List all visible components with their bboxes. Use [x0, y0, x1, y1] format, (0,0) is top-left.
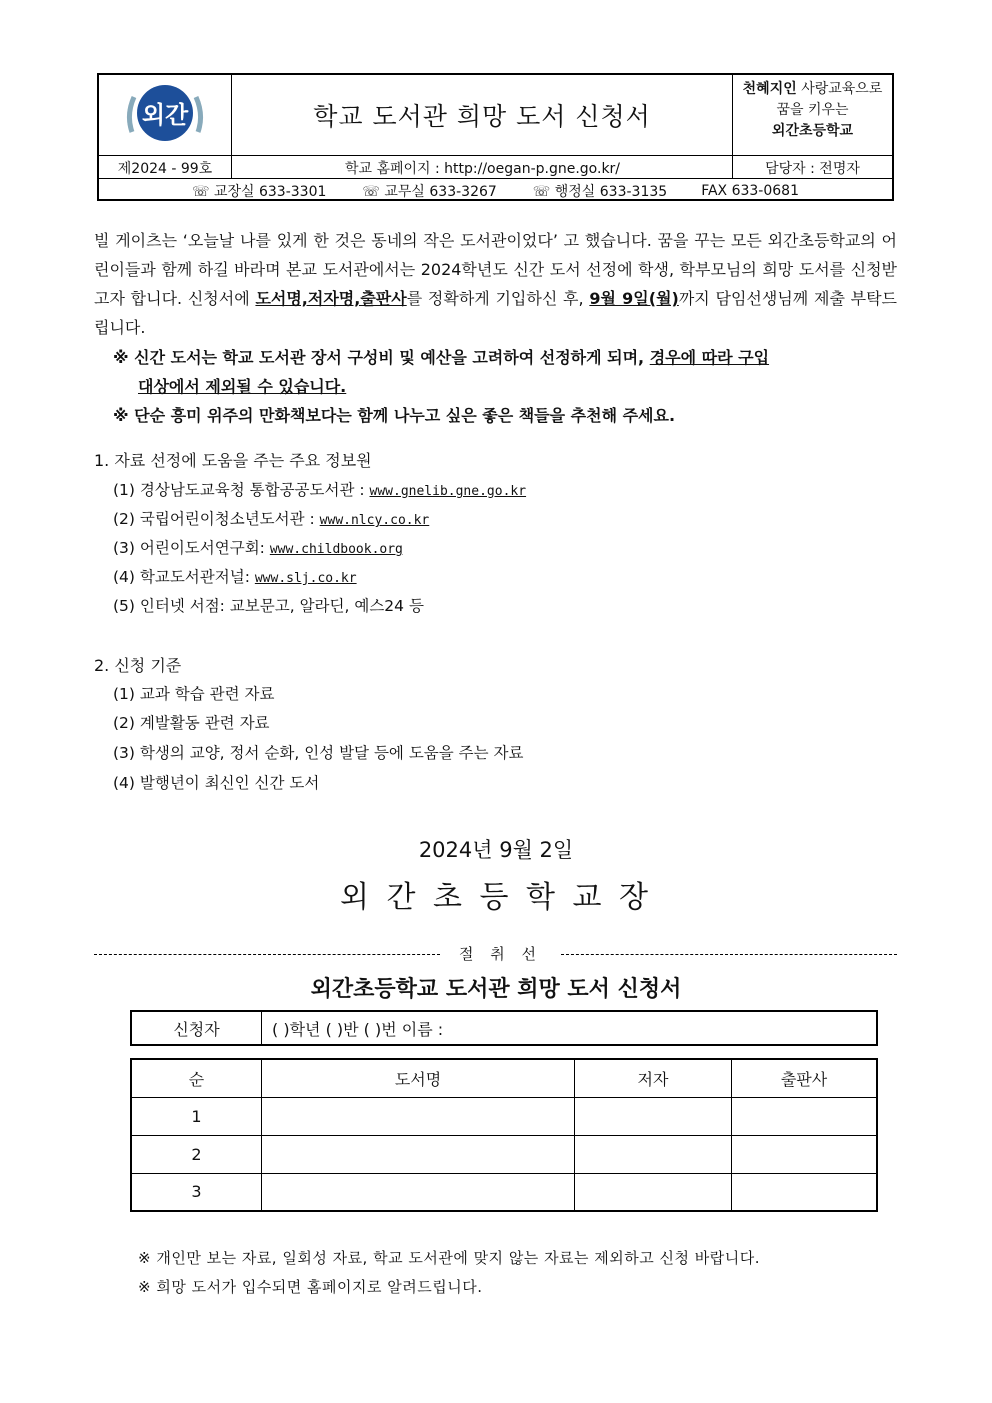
intro-part2: 를 정확하게 기입하신 후,: [406, 289, 590, 308]
header-box: [97, 73, 894, 201]
author-cell[interactable]: [575, 1135, 732, 1173]
source-item-3: [113, 534, 403, 564]
intro-paragraph: [94, 226, 897, 342]
info-row: [99, 155, 892, 179]
note-1-b: 경우에 따라 구입: [649, 348, 770, 367]
manager: 담당자 : 전명자: [732, 156, 892, 179]
section-1-title: 1. 자료 선정에 도움을 주는 주요 정보원: [94, 451, 372, 470]
book-title-cell[interactable]: [262, 1173, 575, 1211]
note-2: ※ 단순 흥미 위주의 만화책보다는 함께 나누고 싶은 좋은 책들을 추천해 주세요.: [113, 406, 676, 425]
book-title-cell[interactable]: [262, 1097, 575, 1135]
motto-rest: 사랑교육으로: [796, 81, 883, 97]
source-item-4: [113, 563, 357, 593]
publisher-cell[interactable]: [732, 1097, 878, 1135]
table-row: [131, 1173, 877, 1211]
motto-line2: 꿈을 키우는: [776, 102, 849, 118]
note-1-c: 대상에서 제외될 수 있습니다.: [138, 377, 347, 396]
doc-number: 제2024 - 99호: [117, 160, 213, 177]
row-number: 3: [131, 1173, 262, 1211]
intro-required-fields: 도서명,저자명,출판사: [255, 289, 407, 308]
cut-line: [94, 943, 897, 965]
contact-row: [99, 178, 892, 202]
source-label: (4) 학교도서관저널:: [113, 568, 255, 586]
intro-part3: 까지 담임선생님께 제출 부탁드립니다.: [94, 289, 898, 337]
source-link[interactable]: www.gnelib.gne.go.kr: [369, 484, 527, 499]
cut-line-right: [561, 954, 897, 955]
applicant-fields[interactable]: ( )학년 ( )반 ( )번 이름 :: [262, 1011, 878, 1045]
logo-text: 외간: [141, 101, 189, 129]
source-label: (2) 국립어린이청소년도서관 :: [113, 510, 320, 528]
homepage-url[interactable]: 학교 홈페이지 : http://oegan-p.gne.go.kr/: [231, 156, 733, 179]
criteria-item-2: (2) 계발활동 관련 자료: [113, 714, 270, 732]
intro-deadline: 9월 9일(월): [589, 289, 679, 308]
applicant-table: [130, 1010, 878, 1046]
principal-signature: 외 간 초 등 학 교 장: [339, 880, 653, 915]
school-logo: [99, 75, 232, 155]
note-1: [113, 343, 897, 372]
source-item-2: [113, 505, 429, 535]
table-header-row: [131, 1059, 877, 1097]
contact-fax: FAX 633-0681: [701, 182, 799, 199]
document-title: 학교 도서관 희망 도서 신청서: [313, 102, 651, 131]
publisher-cell[interactable]: [732, 1173, 878, 1211]
book-request-table: [130, 1058, 878, 1212]
school-motto: [732, 75, 892, 155]
source-link[interactable]: www.slj.co.kr: [254, 571, 357, 586]
motto-bold: 천혜지인: [742, 81, 797, 97]
col-header-author: 저자: [575, 1059, 732, 1097]
row-number: 1: [131, 1097, 262, 1135]
source-link[interactable]: www.childbook.org: [269, 542, 403, 557]
author-cell[interactable]: [575, 1097, 732, 1135]
form-title: 외간초등학교 도서관 희망 도서 신청서: [310, 977, 682, 1002]
criteria-item-4: (4) 발행년이 최신인 신간 도서: [113, 774, 320, 792]
footnote-2: ※ 희망 도서가 입수되면 홈페이지로 알려드립니다.: [138, 1278, 483, 1296]
source-item-5: (5) 인터넷 서점: 교보문고, 알라딘, 예스24 등: [113, 597, 424, 615]
footnote-1: ※ 개인만 보는 자료, 일회성 자료, 학교 도서관에 맞지 않는 자료는 제외하고 신청 바랍니다.: [138, 1249, 761, 1267]
table-row: [131, 1135, 877, 1173]
source-label: (1) 경상남도교육청 통합공공도서관 :: [113, 481, 370, 499]
contact-admin: ☏ 행정실 633-3135: [532, 183, 668, 200]
table-row: [131, 1097, 877, 1135]
applicant-label: 신청자: [131, 1011, 262, 1045]
col-header-publisher: 출판사: [732, 1059, 878, 1097]
source-link[interactable]: www.nlcy.co.kr: [319, 513, 430, 528]
criteria-item-1: (1) 교과 학습 관련 자료: [113, 685, 275, 703]
row-number: 2: [131, 1135, 262, 1173]
col-header-title: 도서명: [262, 1059, 575, 1097]
issue-date: 2024년 9월 2일: [418, 838, 574, 862]
criteria-item-3: (3) 학생의 교양, 정서 순화, 인성 발달 등에 도움을 주는 자료: [113, 744, 524, 762]
book-title-cell[interactable]: [262, 1135, 575, 1173]
cut-line-left: [94, 954, 440, 955]
author-cell[interactable]: [575, 1173, 732, 1211]
source-item-1: [113, 476, 526, 506]
cut-line-label: 절 취 선: [458, 945, 542, 963]
school-name: 외간초등학교: [771, 123, 854, 139]
school-emblem-icon: [122, 77, 208, 153]
source-label: (3) 어린이도서연구회:: [113, 539, 270, 557]
intro-part1: 빌 게이츠는 ‘오늘날 나를 있게 한 것은 동네의 작은 도서관이었다’ 고 했습니다. 꿈을 꾸는 모든 외간초등학교의 어린이들과 함께 하길 바라며 본교 도서관에서는 2024학년도 신간 도서 선정에 학생, 학부모님의 희망 도서를 신청받고자 합니다. 신청서에: [94, 231, 897, 308]
col-header-number: 순: [131, 1059, 262, 1097]
publisher-cell[interactable]: [732, 1135, 878, 1173]
note-1-a: ※ 신간 도서는 학교 도서관 장서 구성비 및 예산을 고려하여 선정하게 되며,: [113, 348, 650, 367]
section-2-title: 2. 신청 기준: [94, 656, 182, 675]
contact-principal: ☏ 교장실 633-3301: [192, 183, 327, 200]
contact-office: ☏ 교무실 633-3267: [362, 183, 497, 200]
